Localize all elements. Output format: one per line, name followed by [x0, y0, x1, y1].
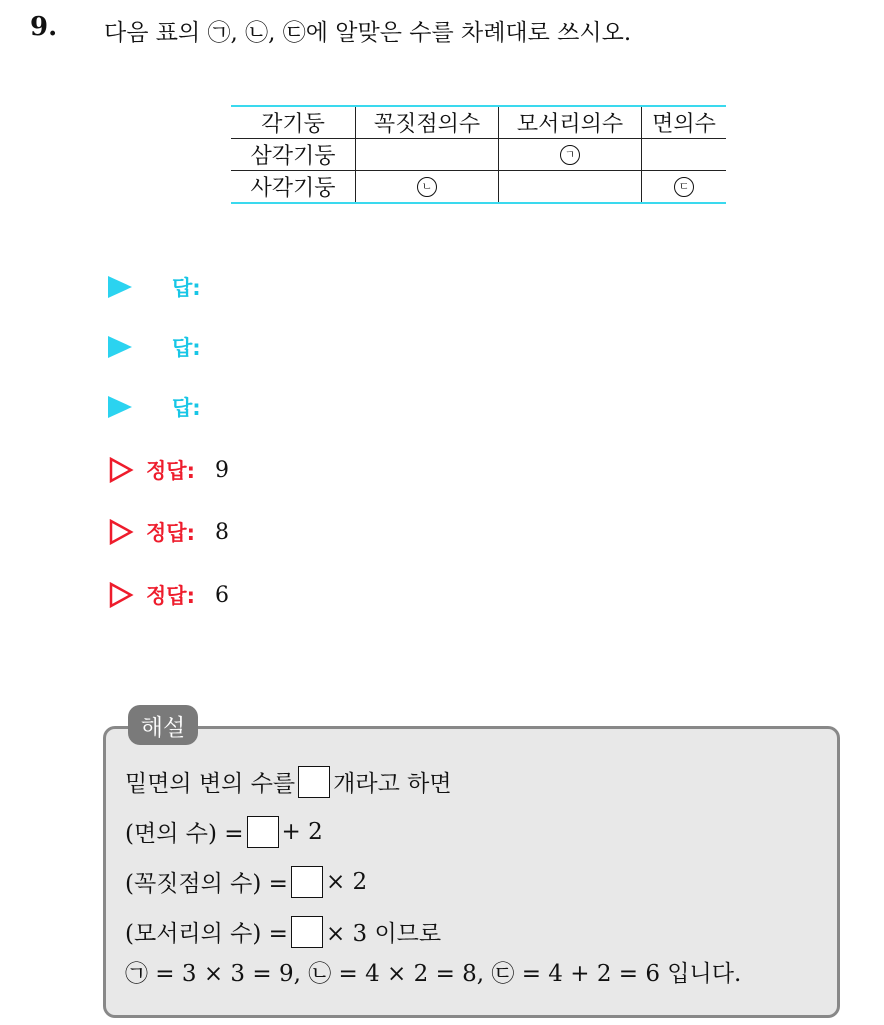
table-row: [231, 171, 726, 204]
answer-row: [108, 392, 201, 422]
correct-answer-value: 8: [214, 519, 229, 545]
table-cell: [642, 139, 727, 171]
explanation-line: [125, 865, 367, 898]
table-cell: 사각기둥: [250, 176, 336, 201]
correct-answer-row: [108, 517, 229, 547]
explanation-text: × 2: [325, 868, 368, 895]
answer-row: [108, 272, 201, 302]
explanation-text: (모서리의 수) =: [125, 921, 288, 947]
correct-answer-label: 정답:: [146, 584, 195, 608]
explanation-text: × 3 이므로: [325, 921, 442, 947]
table-header: 모서리의수: [499, 106, 642, 139]
circled-digeut-icon: ㄷ: [674, 177, 694, 197]
explanation-text: 밑면의 변의 수를: [125, 771, 296, 797]
answer-label: 답:: [172, 276, 201, 300]
explanation-line: [125, 955, 741, 988]
answer-label: 답:: [172, 336, 201, 360]
answer-row: [108, 332, 201, 362]
table-header-row: [231, 106, 726, 139]
blank-box: [291, 866, 323, 898]
table-header: 꼭짓점의수: [356, 106, 499, 139]
blank-box: [298, 766, 330, 798]
prism-table: [231, 105, 726, 204]
outline-triangle-icon: [108, 457, 134, 483]
question-number: 9.: [30, 12, 58, 42]
table-header: 면의수: [642, 106, 727, 139]
correct-answer-row: [108, 580, 229, 610]
table-cell: [499, 139, 642, 171]
blank-box: [291, 916, 323, 948]
correct-answer-value: 9: [214, 457, 229, 483]
correct-answer-value: 6: [214, 582, 229, 608]
table-cell: [356, 171, 499, 204]
explanation-text: (꼭짓점의 수) =: [125, 871, 288, 897]
blank-box: [247, 816, 279, 848]
explanation-line: [125, 915, 441, 948]
play-triangle-icon: [108, 276, 132, 298]
circled-nieun-icon: ㄴ: [417, 177, 437, 197]
explanation-title: 해설: [128, 705, 198, 745]
play-triangle-icon: [108, 396, 132, 418]
play-triangle-icon: [108, 336, 132, 358]
explanation-text: (면의 수) =: [125, 821, 244, 847]
explanation-text: 개라고 하면: [333, 771, 452, 797]
circled-giyeok-icon: ㄱ: [560, 145, 580, 165]
correct-answer-row: [108, 455, 229, 485]
answer-label: 답:: [172, 396, 201, 420]
correct-answer-label: 정답:: [146, 521, 195, 545]
table-cell: [356, 139, 499, 171]
table-row: [231, 139, 726, 171]
explanation-text: + 2: [281, 818, 323, 845]
outline-triangle-icon: [108, 582, 134, 608]
table-header: 각기둥: [231, 106, 356, 139]
table-cell: [499, 171, 642, 204]
question-text: 다음 표의 ㉠, ㉡, ㉢에 알맞은 수를 차례대로 쓰시오.: [104, 20, 632, 46]
correct-answer-label: 정답:: [146, 459, 195, 483]
explanation-text: ㉠ = 3 × 3 = 9, ㉡ = 4 × 2 = 8, ㉢ = 4 + 2 = 6 입니다.: [125, 961, 742, 987]
table-cell: [642, 171, 727, 204]
outline-triangle-icon: [108, 519, 134, 545]
table-cell: 삼각기둥: [231, 139, 356, 171]
explanation-line: [125, 815, 323, 848]
explanation-line: [125, 765, 452, 798]
